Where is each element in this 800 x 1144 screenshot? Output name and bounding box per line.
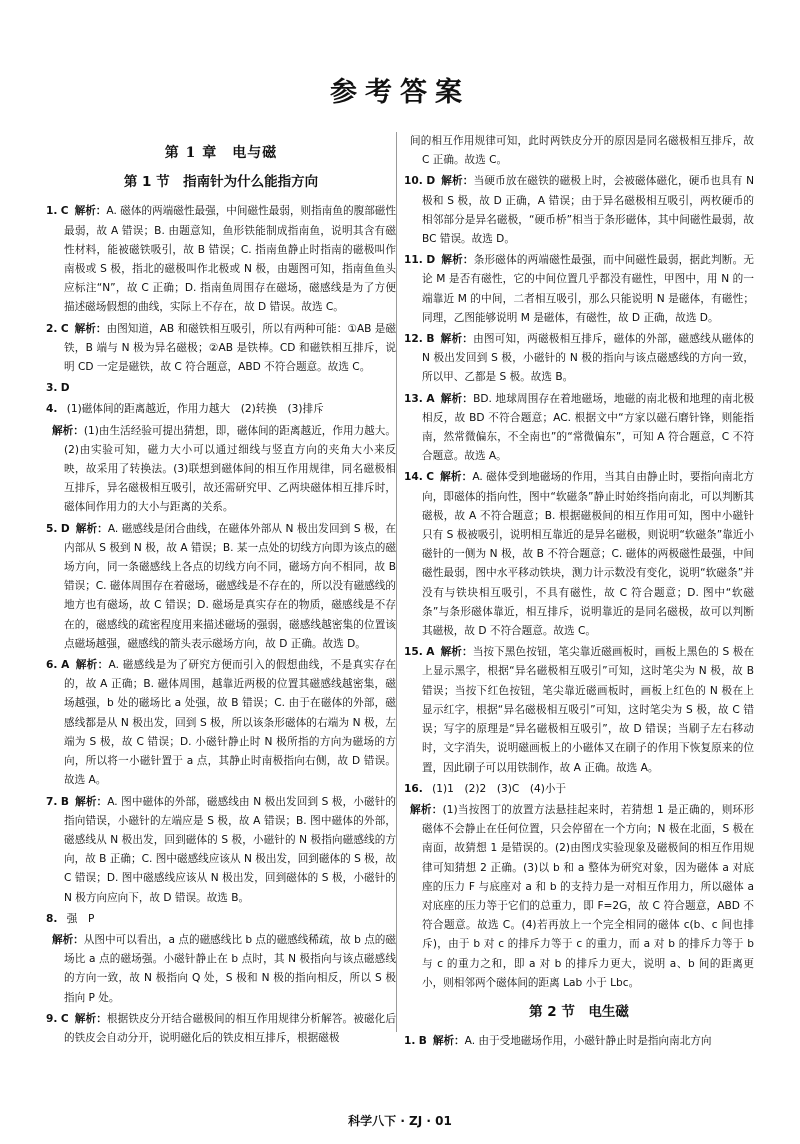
answer-item: [46, 1010, 396, 1048]
answer-item: [46, 520, 396, 654]
answer-choice: D: [426, 254, 436, 267]
analysis-text: BD. 地球周围存在着地磁场，地磁的南北极和地理的南北极相反，故 BD 不符合题意；AC. 根据文中“方家以磁石磨针锋，则能指南，然常微偏东，不全南也”的“常微偏东”，可知 A 符合题意，C 不符合题意。故选 A。: [422, 392, 754, 463]
analysis-text: A. 磁感线是闭合曲线，在磁体外部从 N 极出发回到 S 极，在内部从 S 极到 N 极，故 A 错误；B. 某一点处的切线方向即为该点的磁场方向，同一条磁感线上各点的切线方向不同，磁场方向不相同，故 B 错误；C. 磁体周围存在着磁场，磁感线是不存在的，所以没有磁感线的地方也有磁场，故 C 错误；D. 磁场是真实存在的物质，磁感线是不存在的，磁感线的疏密程度用来描述磁场的强弱，磁感线越密集的位置该点磁场越强，磁感线的箭头表示磁场方向，故 D 正确。故选 D。: [64, 522, 396, 650]
question-number: 12.: [404, 333, 423, 346]
answer-choice: A: [426, 392, 435, 405]
analysis-label: 解析：: [440, 392, 474, 405]
answer-choice: C: [60, 322, 69, 335]
analysis-text: (1)磁体间的距离越近，作用力越大 (2)转换 (3)排斥: [66, 403, 324, 416]
answer-choice: B: [418, 1035, 427, 1048]
analysis-label: 解析：: [52, 424, 84, 437]
analysis-label: 解析：: [74, 795, 108, 808]
answer-item: [404, 172, 754, 249]
question-number: 9.: [46, 1012, 58, 1025]
analysis-label: 解析：: [75, 659, 109, 672]
answer-item: [46, 656, 396, 790]
question-number: 10.: [404, 175, 423, 188]
analysis-text: A. 磁体受到地磁场的作用，当其自由静止时，要指向南北方向，即磁体的指向性，图中“软磁条”静止时始终指向南北，可以判断其磁极，故 A 不符合题意；B. 根据磁极间的相互作用可知，图中小磁针只有 S 极被吸引，说明相互靠近的是异名磁极，则说明“软磁条”靠近小磁针的一侧为 N 极，故 B 不符合题意；C. 磁体的两极磁性最强，中间磁性最弱，图中水平移动铁块，测力计示数没有变化，说明“软磁条”并没有与铁块相互吸引，不具有磁性，故 C 符合题意；D. 图中“软磁条”与条形磁体靠近，相互排斥，说明靠近的是同名磁极，故可以判断其磁极，故 D 不符合题意。故选 C。: [422, 471, 755, 638]
answer-item: [46, 422, 396, 518]
answer-choice: D: [426, 175, 436, 188]
analysis-text: 条形磁体的两端磁性最强，而中间磁性最弱，据此判断。无论 M 是否有磁性，它的中间位置几乎都没有磁性，甲图中，用 N 的一端靠近 M 的中间，二者相互吸引，那么只能说明 N 是磁体，有磁性；同理，乙图能够说明 M 是磁体，有磁性，故 D 正确，故选 D。: [422, 254, 754, 324]
analysis-label: 解析：: [440, 646, 473, 659]
question-number: 3.: [46, 382, 58, 395]
analysis-text: 强 P: [66, 912, 95, 925]
answer-choice: C: [60, 205, 69, 218]
question-number: 4.: [46, 403, 58, 416]
analysis-label: 解析：: [440, 471, 473, 484]
answer-item: [46, 320, 396, 378]
answer-item: [404, 132, 754, 170]
question-number: 16.: [404, 782, 423, 795]
answer-item: [404, 643, 754, 777]
column-divider: [396, 132, 397, 1032]
analysis-text: A. 图中磁体的外部，磁感线由 N 极出发回到 S 极，小磁针的指向错误，小磁针的左端应是 S 极，故 A 错误；B. 图中磁体的外部，磁感线从 N 极出发，回到磁体的 S 极，小磁针的 N 极指向磁感线的方向，故 B 正确；C. 图中磁感线应该从 N 极出发，回到磁体的 S 极，故 C 错误；D. 图中磁感线应该从 N 极出发，回到磁体的 S 极，小磁针的 N 极方向应向下，故 D 错误。故选 B。: [64, 795, 397, 904]
answer-choice: D: [60, 522, 70, 535]
section-title: 第 1 节 指南针为什么能指方向: [123, 174, 319, 191]
analysis-label: 解析：: [52, 933, 84, 946]
analysis-text: 由图可知，两磁极相互排斥，磁体的外部，磁感线从磁体的 N 极出发回到 S 极，小磁针的 N 极的指向与该点磁感线的方向一致，所以甲、乙都是 S 极。故选 B。: [422, 333, 755, 384]
chapter-title: 第 1 章 电与磁: [164, 145, 278, 161]
section-title-2: 第 2 节 电生磁: [529, 1003, 629, 1020]
analysis-label: 解析：: [441, 254, 474, 267]
answer-item: [46, 379, 396, 398]
analysis-label: 解析：: [74, 205, 107, 218]
analysis-text: 间的相互作用规律可知，此时两铁皮分开的原因是同名磁极相互排斥，故 C 正确。故选 C。: [410, 135, 754, 167]
question-number: 8.: [46, 912, 58, 925]
analysis-label: 解析：: [74, 322, 107, 335]
analysis-text: 根据铁皮分开结合磁极间的相互作用规律分析解答。被磁化后的铁皮会自动分开，说明磁化后的铁皮相互排斥，根据磁极: [64, 1012, 396, 1044]
question-number: 11.: [404, 254, 423, 267]
analysis-label: 解析：: [440, 333, 474, 346]
analysis-label: 解析：: [74, 1012, 107, 1025]
question-number: 1.: [46, 205, 58, 218]
answer-item: [46, 910, 396, 929]
question-number: 15.: [404, 646, 423, 659]
answer-choice: B: [60, 795, 69, 808]
answer-choice: A: [426, 646, 435, 659]
question-number: 6.: [46, 659, 58, 672]
analysis-text: 从图中可以看出，a 点的磁感线比 b 点的磁感线稀疏，故 b 点的磁场比 a 点的磁场强。小磁针静止在 b 点时，其 N 极指向与该点磁感线的方向一致，故 N 极指向 Q 处，S 极和 N 极的指向相反，所以 S 极指向 P 处。: [64, 933, 396, 1004]
answer-item: [404, 1032, 754, 1051]
right-column: [404, 132, 754, 1053]
question-number: 2.: [46, 322, 58, 335]
question-number: 14.: [404, 471, 423, 484]
answer-item: [404, 251, 754, 328]
analysis-text: (1)1 (2)2 (3)C (4)小于: [432, 782, 567, 795]
analysis-text: A. 由于受地磁场作用，小磁针静止时是指向南北方向: [464, 1035, 712, 1048]
question-number: 13.: [404, 392, 423, 405]
analysis-text: 由图知道，AB 和磁铁相互吸引，所以有两种可能：①AB 是磁铁，B 端与 N 极为异名磁极；②AB 是铁棒。CD 和磁铁相互排斥，说明 CD 一定是磁铁，故 C 符合题意，ABD 不符合题意。故选 C。: [64, 322, 397, 374]
analysis-text: 当按下黑色按钮，笔尖靠近磁画板时，画板上黑色的 S 极在上显示黑字，根据“异名磁极相互吸引”可知，这时笔尖为 N 极，故 B 错误；当按下红色按钮，笔尖靠近磁画板时，画板上红色的 N 极在上显示红字，根据“异名磁极相互吸引”可知，这时笔尖为 S 极，故 C 错误；写字的原理是“异名磁极相互吸引”，故 D 错误；当刷子左右移动时，文字消失，说明磁画板上的小磁体又在刷子的作用下恢复原来的位置，因此刷子可以用铁制作，故 A 正确。故选 A。: [422, 646, 754, 774]
answer-choice: C: [426, 471, 435, 484]
answer-choice: C: [60, 1012, 69, 1025]
answer-choice: B: [426, 333, 435, 346]
page-footer: 科学八下 · ZJ · 01: [348, 1114, 452, 1128]
answer-choice: D: [60, 382, 70, 395]
analysis-label: 解析：: [441, 175, 474, 188]
question-number: 5.: [46, 522, 58, 535]
answer-choice: A: [61, 659, 70, 672]
analysis-label: 解析：: [75, 522, 108, 535]
analysis-text: (1)由生活经验可提出猜想，即，磁体间的距离越近，作用力越大。(2)由实验可知，磁力大小可以通过细线与竖直方向的夹角大小来反映，故采用了转换法。(3)联想到磁体间的相互作用规律，同名磁极相互排斥，异名磁极相互吸引，故还需研究甲、乙两块磁体相互排斥时，磁体间作用力的大小与距离的关系。: [64, 424, 396, 514]
analysis-text: 当硬币放在磁铁的磁极上时，会被磁体磁化，硬币也具有 N 极和 S 极，故 D 正确，A 错误；由于异名磁极相互吸引，两枚硬币的相邻部分是异名磁极，“硬币桥”相当于条形磁体，其中间磁性最弱，故 BC 错误。故选 D。: [422, 175, 755, 246]
answer-item: [404, 330, 754, 388]
answer-item: [46, 400, 396, 419]
answer-list-right-2: [404, 1032, 754, 1051]
analysis-text: (1)当按图丁的放置方法悬挂起来时，若猜想 1 是正确的，则环形磁体不会静止在任何位置，只会停留在一个方向；N 极在北面，S 极在南面，故猜想 1 是错误的。(2)由图戊实验现象及磁极间的相互作用规律可知猜想 2 正确。(3)以 b 和 a 整体为研究对象，因为磁体 a 对底座的压力 F 与底座对 a 和 b 的支持力是一对相互作用力，所以磁体 a 对底座的压力等于它们的总重力，即 F=2G，故 C 符合题意，ABD 不符合题意。故选 C。(4)若再放上一个完全相同的磁体 c(b、c 间也排斥)，由于 b 对 c 的排斥力等于 c 的重力，而 a 对 b 的排斥力等于 b 与 c 的重力之和，即 a 对 b 的排斥力更大，说明 a、b 间的距离更小，则相邻两个磁体间的距离 Lab 小于 Lbc。: [422, 803, 755, 989]
analysis-text: A. 磁体的两端磁性最强，中间磁性最弱，则指南鱼的腹部磁性最弱，故 A 错误；B. 由题意知，鱼形铁能制成指南鱼，说明其含有磁性材料，能被磁铁吸引，故 B 错误；C. 指南鱼静止时指南的磁极叫作南极或 S 极，指北的磁极叫作北极或 N 极，由题图可知，指南鱼鱼头应标注“N”，故 C 正确；D. 指南鱼周围存在磁场，磁感线是为了方便描述磁场假想的曲线，实际上不存在，故 D 错误。故选 C。: [64, 205, 397, 314]
question-number: 7.: [46, 795, 58, 808]
analysis-label: 解析：: [410, 803, 443, 816]
answer-list-left: [46, 202, 396, 1048]
answer-item: [404, 780, 754, 799]
answer-list-right: [404, 132, 754, 993]
answer-item: [46, 202, 396, 317]
answer-item: [404, 468, 754, 641]
page-title: 参考答案: [330, 77, 470, 108]
analysis-label: 解析：: [432, 1035, 465, 1048]
answer-item: [46, 931, 396, 1008]
answer-item: [46, 793, 396, 908]
answer-item: [404, 390, 754, 467]
analysis-text: A. 磁感线是为了研究方便而引入的假想曲线，不是真实存在的，故 A 正确；B. 磁体周围，越靠近两极的位置其磁感线越密集，磁场越强，b 处的磁场比 a 处强，故 B 错误；C. 由于在磁体的外部，磁感线都是从 N 极出发，回到 S 极，所以该条形磁体的右端为 N 极，左端为 S 极，故 C 错误；D. 小磁针静止时 N 极所指的方向为磁场的方向，所以将一小磁针置于 a 点，其静止时南极指向右侧，故 D 错误。故选 A。: [64, 659, 397, 787]
left-column: [46, 128, 396, 1050]
question-number: 1.: [404, 1035, 416, 1048]
answer-item: [404, 801, 754, 993]
